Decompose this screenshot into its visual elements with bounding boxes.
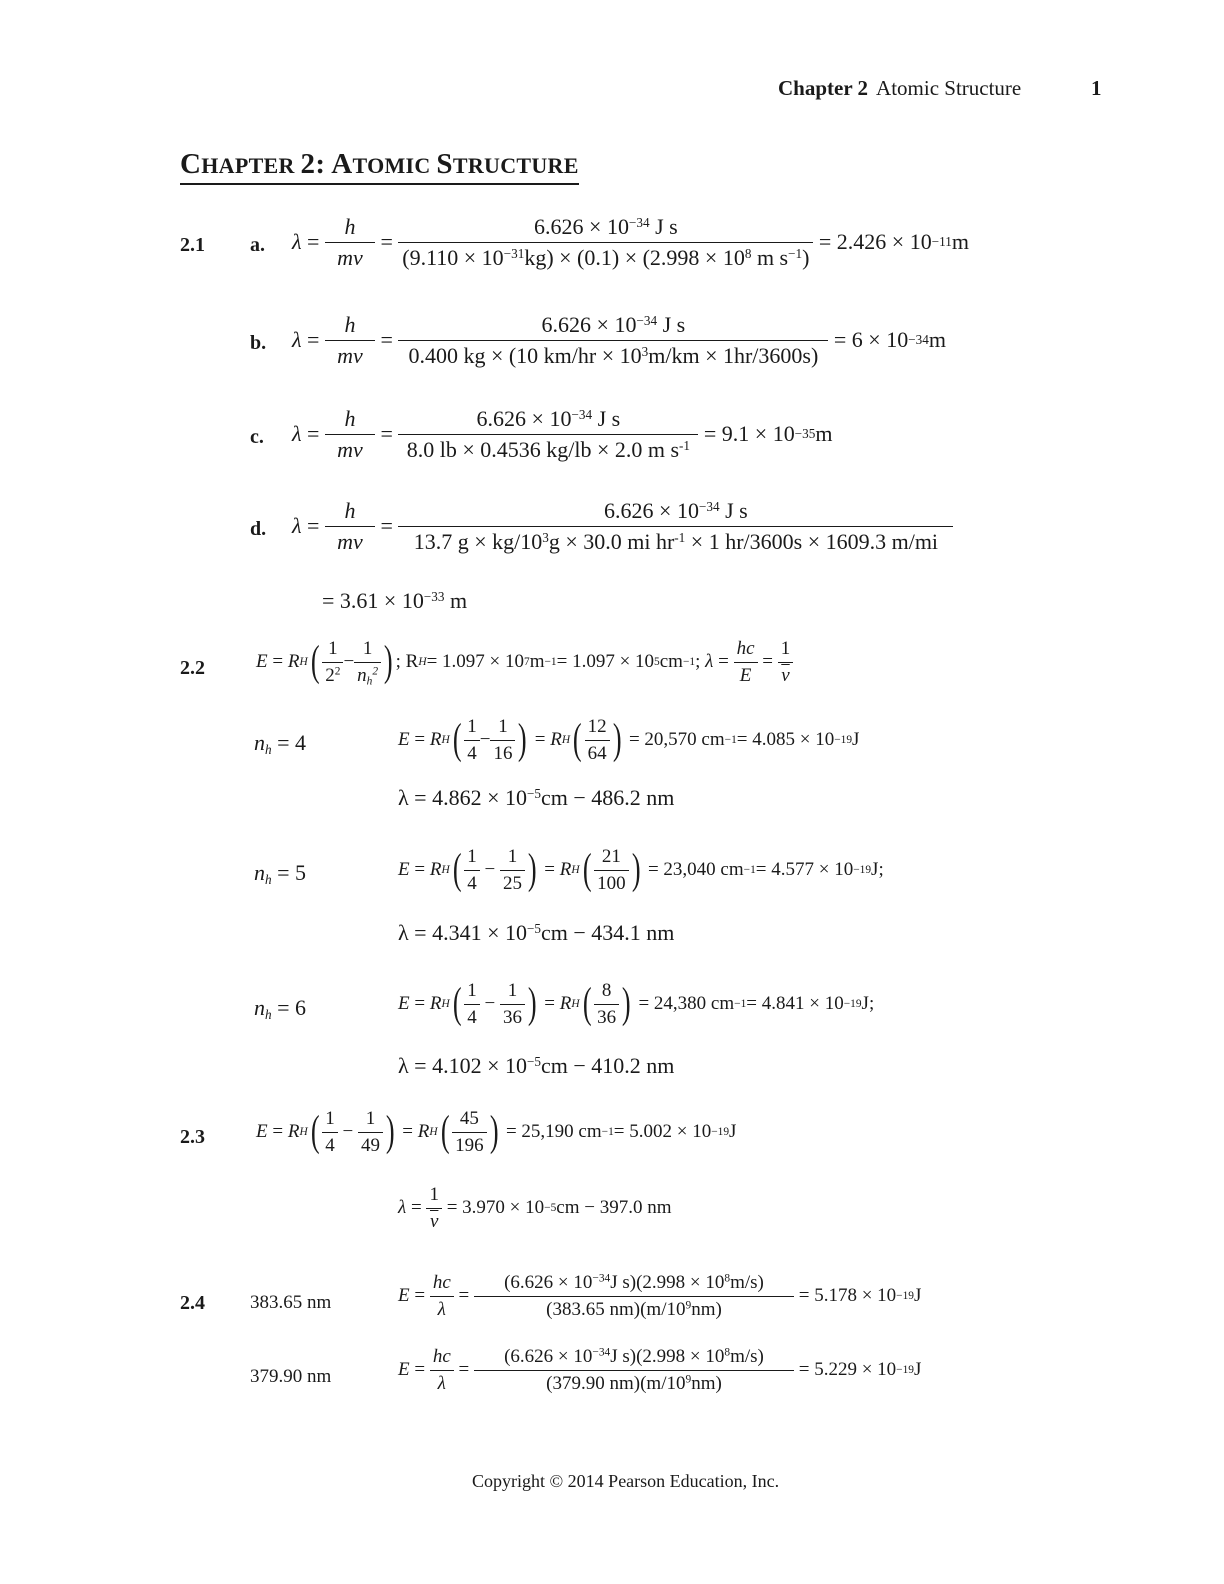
energy-2-4-row-2: E = $\frac{hc}{\lambda}$ = $\frac{(6.626 \times 10^{-34}J s)(2.998 \times 10^8m/s)}{(379.90 nm)(m/10^9nm)}$ = 5.229 × 10 −19 J	[398, 1346, 922, 1394]
wavelength-label-383: 383.65 nm	[250, 1292, 332, 1313]
wavelength-label-379: 379.90 nm	[250, 1366, 332, 1387]
page-number: 1	[1091, 76, 1102, 100]
problem-number-2-2: 2.2	[180, 657, 205, 679]
energy-2-4-row-1: E = $\frac{hc}{\lambda}$ = $\frac{(6.626 \times 10^{-34}J s)(2.998 \times 10^8m/s)}{(383.65 nm)(m/10^9nm)}$ = 5.178 × 10 −19 J	[398, 1272, 922, 1320]
part-label-a: a.	[250, 234, 265, 256]
header-subject: Atomic Structure	[876, 76, 1022, 100]
equation-2-1-d: λ = $\frac{h}{mv}$ = $\frac{6.626 \times 10^{-34} J s}{13.7 g \times kg/10^3g \times 30.0 mi hr^{-1} \times 1 hr/3600s \times 1609.3 m/mi}$	[292, 496, 953, 556]
equation-2-1-a: λ = $\frac{h}{mv}$ = $\frac{6.626 \times 10^{-34} J s}{(9.110 \times 10^{-31}kg) \times (0.1) \times (2.998 \times 10^8 m s^{-1})}$ = 2.426 × 10 −11 m	[292, 214, 969, 270]
wavelength-row-nh-5: $\lambda = 4.341 \times 10^{-5}cm - 434.1$ nm	[398, 920, 675, 945]
copyright-footer: Copyright © 2014 Pearson Education, Inc.	[472, 1471, 780, 1491]
energy-row-nh-6: E = R H ( $\frac{1}{4}$ − $\frac{1}{36}$ ) = R H ( $\frac{8}{36}$ ) = 24,380 cm −1 = 4.841 × 10 −19 J ;	[398, 979, 875, 1028]
nh-label-5: $n_h = 5$	[254, 860, 307, 887]
problem-number-2-1: 2.1	[180, 234, 205, 256]
problem-number-2-4: 2.4	[180, 1292, 205, 1314]
wavelength-2-3: λ = $\frac{1}{\nu}$ = 3.970 × 10 −5 cm − 397.0 nm	[398, 1184, 672, 1232]
energy-row-nh-5: E = R H ( $\frac{1}{4}$ − $\frac{1}{25}$ ) = R H ( $\frac{21}{100}$ ) = 23,040 cm −1 = 4.577 × 10 −19 J ;	[398, 845, 884, 894]
header-chapter: Chapter 2	[778, 76, 869, 100]
wavelength-row-nh-4: $\lambda = 4.862 \times 10^{-5}cm - 486.2$ nm	[398, 785, 675, 810]
problem-number-2-3: 2.3	[180, 1126, 205, 1148]
nh-label-6: $n_h = 6$	[254, 995, 307, 1022]
wavelength-row-nh-6: $\lambda = 4.102 \times 10^{-5}cm - 410.2$ nm	[398, 1053, 675, 1078]
energy-row-nh-4: E = R H ( $\frac{1}{4}$ − $\frac{1}{16}$ ) = R H ( $\frac{12}{64}$ ) = 20,570 cm −1 = 4.085 × 10 −19 J	[398, 715, 860, 764]
energy-2-3: E = R H ( $\frac{1}{4}$ − $\frac{1}{49}$ ) = R H ( $\frac{45}{196}$ ) = 25,190 cm −1 = 5.002 × 10 −19 J	[256, 1107, 737, 1156]
result-2-1-d: = $3.61 \times 10^{-33}$ m	[322, 588, 468, 613]
running-header	[778, 76, 1021, 101]
nh-label-4: $n_h = 4$	[254, 730, 307, 757]
part-label-b: b.	[250, 332, 267, 354]
equation-2-2-general: E = R H ( $\frac{1}{2^2}$ − $\frac{1}{n_h^2}$ ) ; R H = 1.097 × 10 7 m −1 = 1.097 × 10 5 cm −1 ; λ = $\frac{hc}{E}$ = $\frac{1}{\nu}$	[256, 636, 793, 688]
chapter-title: CHAPTER 2: ATOMIC STRUCTURE	[180, 148, 579, 185]
equation-2-1-b: λ = $\frac{h}{mv}$ = $\frac{6.626 \times 10^{-34} J s}{0.400 kg \times (10 km/hr \times 10^3m/km \times 1hr/3600s)}$ = 6 × 10 −34 m	[292, 312, 946, 368]
equation-2-1-c: λ = $\frac{h}{mv}$ = $\frac{6.626 \times 10^{-34} J s}{8.0 lb \times 0.4536 kg/lb \times 2.0 m s^{-1}}$ = 9.1 × 10 −35 m	[292, 406, 833, 462]
part-label-d: d.	[250, 518, 267, 540]
part-label-c: c.	[250, 426, 264, 448]
